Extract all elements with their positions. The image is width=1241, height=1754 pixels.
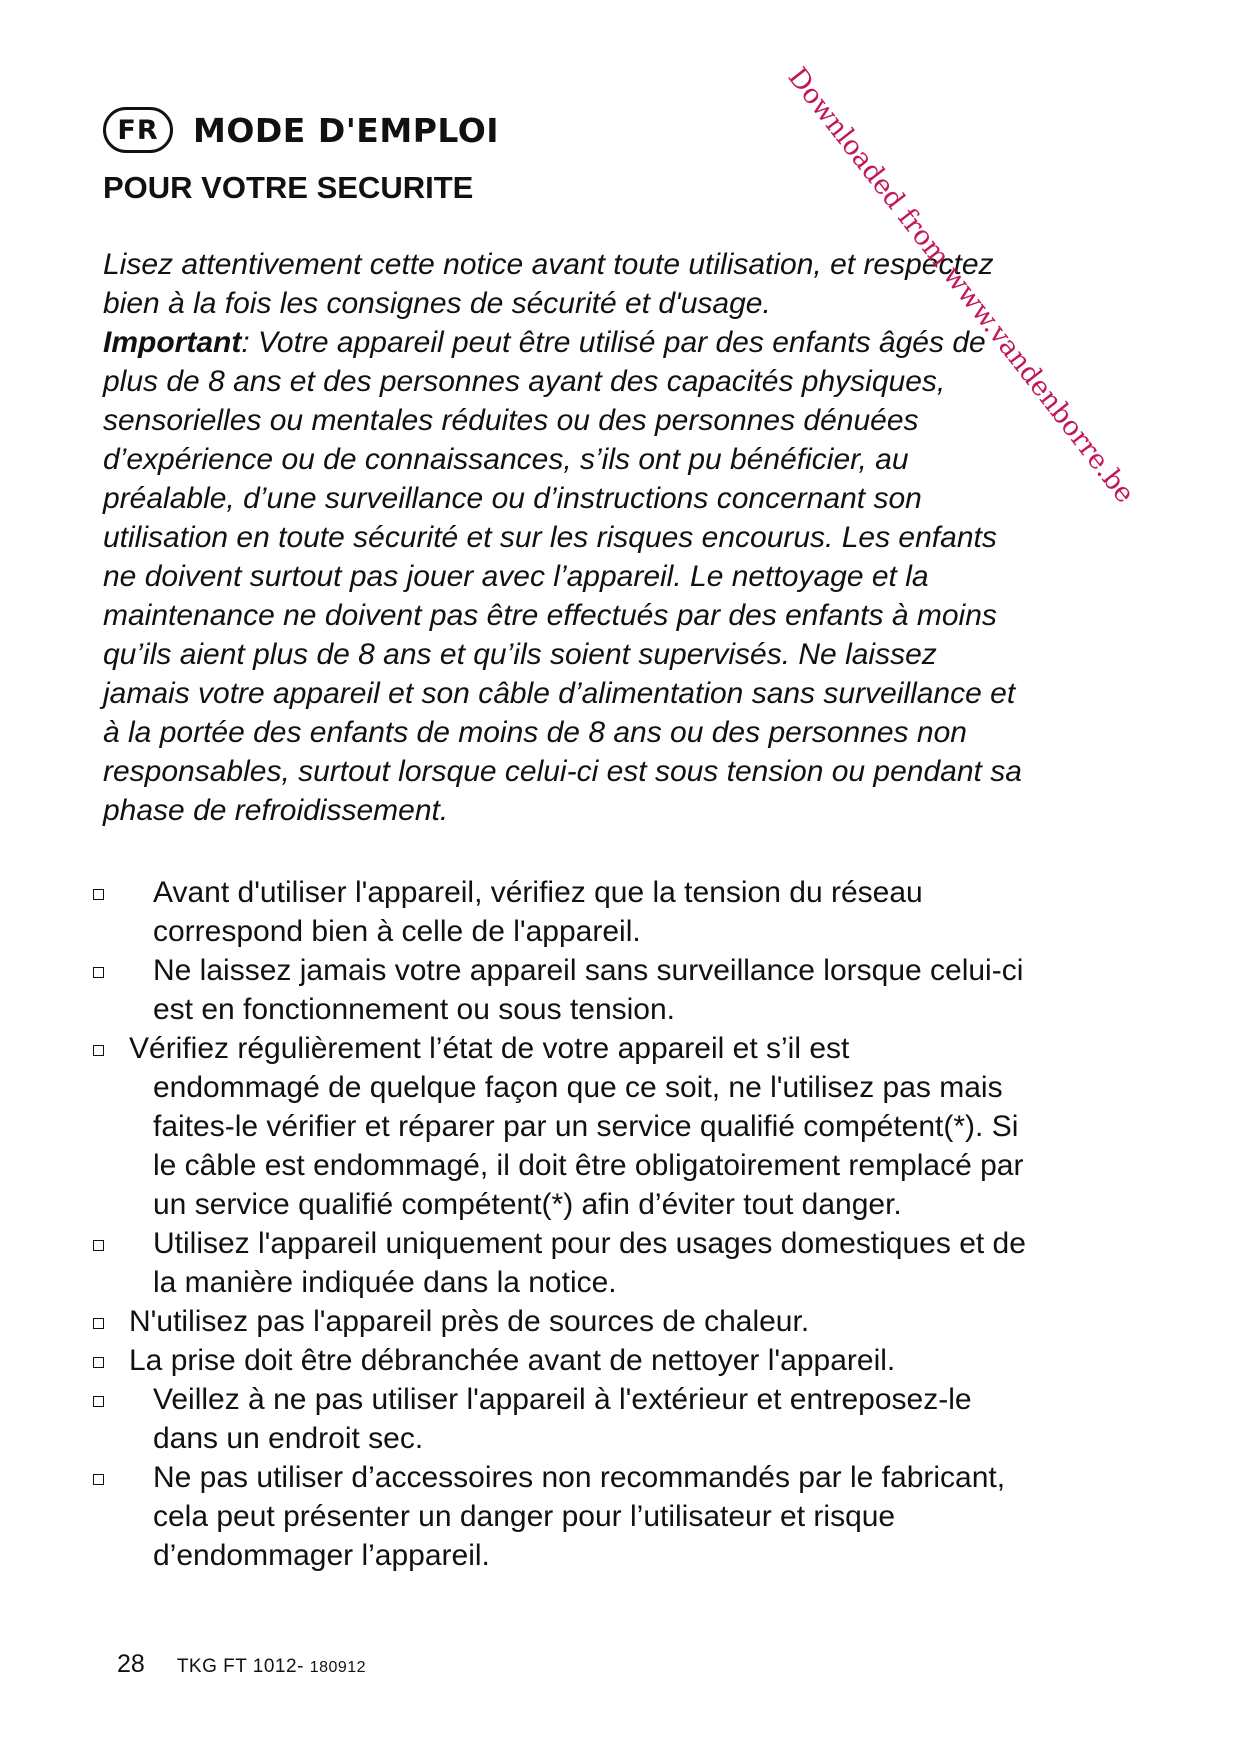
list-item bbox=[93, 1224, 1173, 1302]
list-item bbox=[93, 1302, 1173, 1341]
important-label: Important bbox=[103, 326, 242, 359]
list-item-text: Veillez à ne pas utiliser l'appareil à l'extérieur et entreposez-le dans un endroit sec. bbox=[153, 1383, 972, 1455]
list-item bbox=[93, 951, 1173, 1029]
list-item-text: N'utilisez pas l'appareil près de sources de chaleur. bbox=[129, 1305, 810, 1338]
page-number: 28 bbox=[117, 1650, 145, 1678]
page-footer bbox=[117, 1650, 366, 1679]
list-item bbox=[93, 1341, 1173, 1380]
list-item bbox=[93, 1380, 1173, 1458]
checkbox-bullet-icon bbox=[93, 1318, 104, 1329]
important-text: : Votre appareil peut être utilisé par des enfants âgés de plus de 8 ans et des personnes ayant des capacités physiques, sensorielles ou mentales réduites ou des personnes dénuées d’expérience ou de connaissances, s’ils ont pu bénéficier, au préalable, d’une surveillance ou d’instructions concernant son utilisation en toute sécurité et sur les risques encourus. Les enfants ne doivent surtout pas jouer avec l’appareil. Le nettoyage et la maintenance ne doivent pas être effectués par des enfants à moins qu’ils aient plus de 8 ans et qu’ils soient supervisés. Ne laissez jamais votre appareil et son câble d’alimentation sans surveillance et à la portée des enfants de moins de 8 ans ou des personnes non responsables, surtout lorsque celui-ci est sous tension ou pendant sa phase de refroidissement. bbox=[103, 326, 1022, 827]
list-item-text: Vérifiez régulièrement l’état de votre appareil et s’il est endommagé de quelque façon que ce soit, ne l'utilisez pas mais faites-le vérifier et réparer par un service qualifié compétent(*). Si le câble est endommagé, il doit être obligatoirement remplacé par un service qualifié compétent(*) afin d’éviter tout danger. bbox=[129, 1032, 1024, 1221]
manual-title: MODE D'EMPLOI bbox=[193, 110, 500, 150]
checkbox-bullet-icon bbox=[93, 1357, 104, 1368]
list-item-text: Utilisez l'appareil uniquement pour des usages domestiques et de la manière indiquée dans la notice. bbox=[153, 1227, 1026, 1299]
checkbox-bullet-icon bbox=[93, 1045, 104, 1056]
header bbox=[103, 104, 499, 156]
list-item-text: Ne laissez jamais votre appareil sans surveillance lorsque celui-ci est en fonctionnement ou sous tension. bbox=[153, 954, 1024, 1026]
list-item bbox=[93, 873, 1173, 951]
safety-list bbox=[93, 873, 1173, 1575]
list-item-text: Ne pas utiliser d’accessoires non recommandés par le fabricant, cela peut présenter un danger pour l’utilisateur et risque d’endommager l’appareil. bbox=[153, 1461, 1006, 1572]
model-name: TKG FT 1012- bbox=[176, 1656, 304, 1677]
download-watermark: Downloaded from www.vandenborre.be bbox=[781, 62, 1141, 510]
checkbox-bullet-icon bbox=[93, 1474, 104, 1485]
list-item-text: La prise doit être débranchée avant de nettoyer l'appareil. bbox=[129, 1344, 896, 1377]
intro-text: Lisez attentivement cette notice avant toute utilisation, et respectez bien à la fois les consignes de sécurité et d'usage. bbox=[103, 248, 994, 320]
checkbox-bullet-icon bbox=[93, 967, 104, 978]
language-badge: FR bbox=[103, 107, 173, 153]
section-title: POUR VOTRE SECURITE bbox=[103, 170, 474, 205]
model-reference bbox=[177, 1656, 366, 1678]
list-item bbox=[93, 1458, 1173, 1575]
checkbox-bullet-icon bbox=[93, 1240, 104, 1251]
list-item bbox=[93, 1029, 1173, 1224]
list-item-text: Avant d'utiliser l'appareil, vérifiez que la tension du réseau correspond bien à celle de l'appareil. bbox=[153, 876, 923, 948]
model-code: 180912 bbox=[309, 1659, 367, 1676]
checkbox-bullet-icon bbox=[93, 889, 104, 900]
checkbox-bullet-icon bbox=[93, 1396, 104, 1407]
